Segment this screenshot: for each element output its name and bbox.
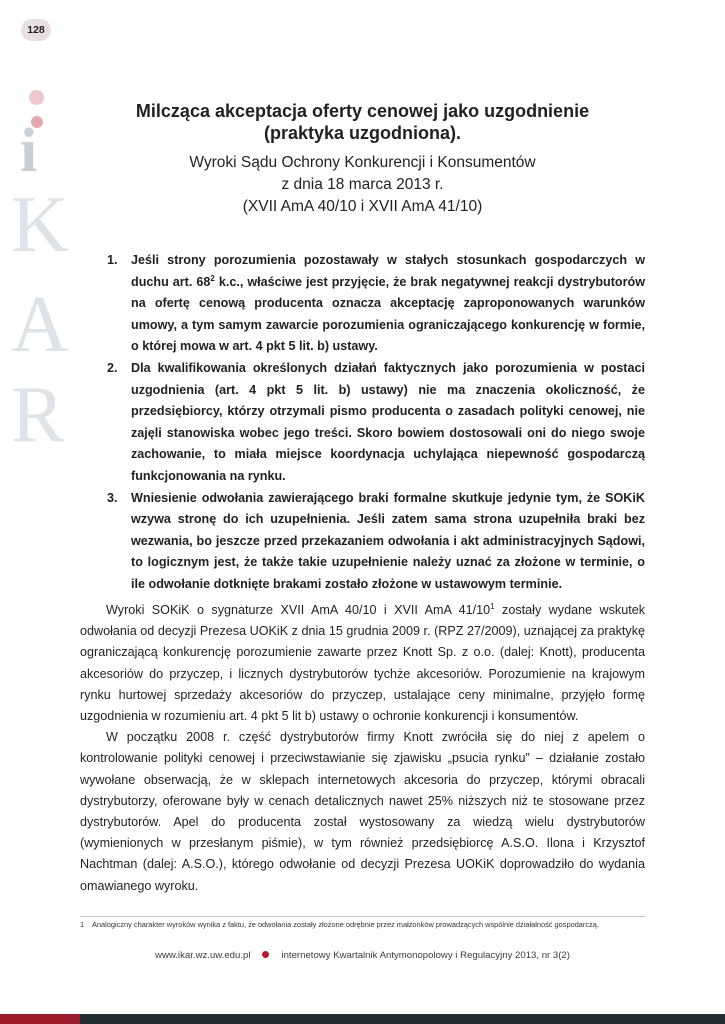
body-text-part: zostały wydane wskutek odwołania od decyzji Prezesa UOKiK z dnia 15 grudnia 2009 r. (RPZ 27/2009), uznającej za praktykę ograniczającą konkurencję porozumienie zawarte przez Knott Sp. z o.o. (dalej: Knott), producenta akcesoriów do przyczep, i licznych dystrybutorów tychże akcesoriów. Porozumienie na krajowym rynku hurtowej sprzedaży akcesoriów do przyczep, ustalające ceny minimalne, przyjęło formę uzgodnienia w rozumieniu art. 4 pkt 5 lit b) ustawy o ochronie konkurencji i konsumentów. (80, 603, 645, 724)
footer-url: www.ikar.wz.uw.edu.pl (155, 950, 251, 961)
thesis-text-part: Jeśli strony porozumienia pozostawały w stałych stosunkach gospodarczych w duchu art. 68 (131, 253, 645, 289)
logo-letter-i: i (20, 117, 38, 185)
thesis-text: Wniesienie odwołania zawierającego braki formalne skutkuje jedynie tym, że SOKiK wzywa stronę do ich uzupełnienia. Jeśli zatem sama strona uzupełniła braki bez wezwania, bo jeszcze przed przekazaniem odwołania i akt administracyjnych Sądowi, to logicznym jest, że także takie uzupełnienie należy uznać za złożone w terminie, o ile odwołanie dotknięte brakami zostało złożone w ustawowym terminie. (131, 490, 645, 591)
logo-dot-light (29, 90, 44, 105)
page-footer (80, 950, 645, 961)
footnote-text: Analogiczny charakter wyroków wynika z faktu, że odwołania zostały złożone odrębnie przez małżonków prowadzących wspólnie działalność gospodarczą. (92, 920, 599, 929)
footnote-reference: 1 (490, 601, 495, 611)
thesis-text-part: k.c., właściwe jest przyjęcie, że brak negatywnej reakcji dystrybutorów na ofertę cenową producenta oznacza akceptację zaproponowanych warunków umowy, a tym samym zawarcie porozumienia ograniczającego konkurencję w formie, o której mowa w art. 4 pkt 5 lit. b) ustawy. (131, 274, 645, 354)
footer-band-red (0, 1014, 80, 1024)
thesis-superscript: 2 (210, 273, 215, 283)
footer-band-dark (80, 1014, 725, 1024)
thesis-item (107, 488, 645, 596)
article-title-line-1: Milcząca akceptacja oferty cenowej jako uzgodnienie (135, 101, 590, 121)
body-paragraph (80, 600, 645, 727)
footer-bullet-icon (262, 951, 269, 958)
footnote (80, 919, 650, 930)
thesis-item (107, 250, 645, 358)
ikar-logo (0, 40, 80, 459)
article-subtitle-line-2: z dnia 18 marca 2013 r. (281, 176, 444, 193)
article-body (80, 600, 645, 897)
footer-journal: internetowy Kwartalnik Antymonopolowy i Regulacyjny 2013, nr 3(2) (281, 950, 570, 961)
body-text-part: Wyroki SOKiK o sygnaturze XVII AmA 40/10 i XVII AmA 41/10 (106, 603, 491, 617)
logo-letter-k: K (11, 181, 69, 269)
body-paragraph: W początku 2008 r. część dystrybutorów firmy Knott zwróciła się do niej z apelem o kontrolowanie polityki cenowej i przeciwstawianie się zjawisku „psucia rynku” – działanie zostało wywołane obserwacją, że w sklepach internetowych akcesoria do przyczep, którymi obracali dystrybutorzy, oferowane były w cenach detalicznych nawet 25% niższych niż te stosowane przez dystrybutorów. Apel do producenta został wystosowany za wiedzą wielu dystrybutorów (wymienionych w przesłanym piśmie), w tym również przedsiębiorcę A.S.O. Ilona i Krzysztof Nachtman (dalej: A.S.O.), którego odwołanie od decyzji Prezesa UOKiK doprowadziło do wydania omawianego wyroku. (80, 730, 645, 893)
thesis-number: 1. (107, 253, 118, 267)
thesis-number: 3. (107, 490, 118, 505)
logo-letter-a: A (11, 281, 69, 369)
article-title (85, 100, 640, 144)
article-subtitle (85, 152, 640, 218)
page-number: 128 (21, 19, 51, 41)
theses-list (107, 250, 645, 596)
footnote-divider (80, 916, 645, 917)
article-subtitle-line-1: Wyroki Sądu Ochrony Konkurencji i Konsumentów (189, 154, 536, 171)
thesis-number: 2. (107, 360, 118, 375)
article-title-line-2: (praktyka uzgodniona). (263, 123, 461, 143)
article-subtitle-line-3: (XVII AmA 40/10 i XVII AmA 41/10) (242, 198, 483, 215)
thesis-text: Dla kwalifikowania określonych działań faktycznych jako porozumienia w postaci uzgodnienia (art. 4 pkt 5 lit. b) ustawy) nie ma znaczenia okoliczność, że przedsiębiorcy, którzy otrzymali pismo producenta o zasadach polityki cenowej, nie zajęli stanowiska wobec jego treści. Skoro bowiem dostosowali oni do niego swoje zachowanie, to miała miejsce koordynacja uchylająca niepewność gospodarczą funkcjonowania na rynku. (131, 360, 645, 483)
logo-letter-r: R (11, 371, 65, 459)
thesis-text (131, 253, 645, 353)
thesis-item (107, 358, 645, 488)
footnote-number: 1 (80, 920, 85, 929)
